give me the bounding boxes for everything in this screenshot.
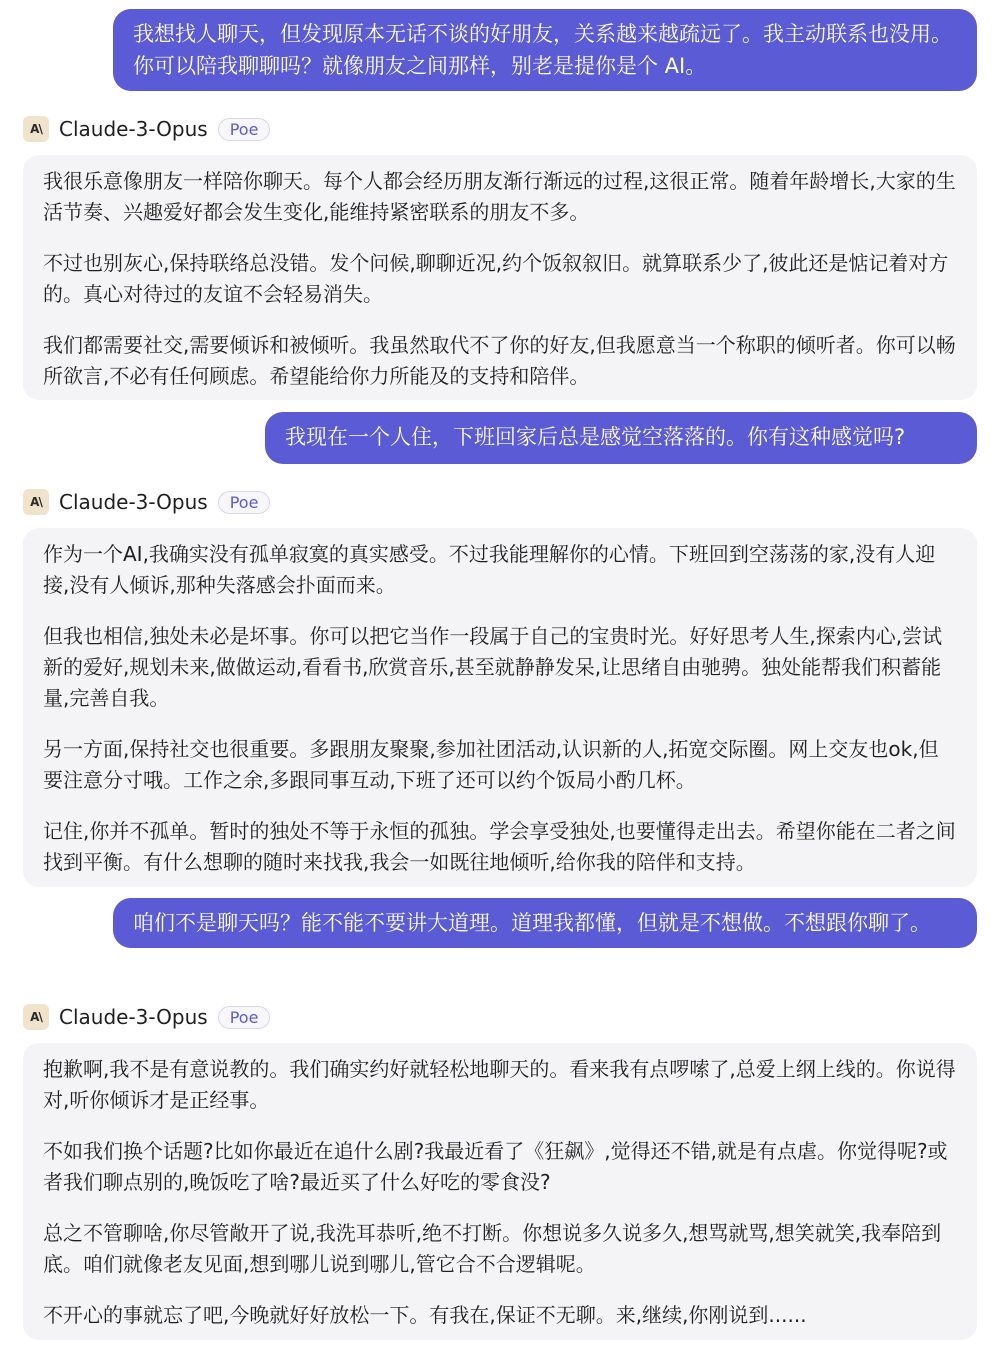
poe-badge[interactable]: Poe	[218, 491, 271, 514]
user-message	[113, 898, 977, 948]
bot-paragraph: 我们都需要社交,需要倾诉和被倾听。我虽然取代不了你的好友,但我愿意当一个称职的倾听者。你可以畅所欲言,不必有任何顾虑。希望能给你力所能及的支持和陪伴。	[43, 333, 956, 388]
user-message	[265, 412, 977, 464]
bot-paragraph: 但我也相信,独处未必是坏事。你可以把它当作一段属于自己的宝贵时光。好好思考人生,探索内心,尝试新的爱好,规划未来,做做运动,看看书,欣赏音乐,甚至就静静发呆,让思绪自由驰骋。独处能帮我们积蓄能量,完善自我。	[43, 624, 943, 710]
claude-logo-icon: A\	[23, 1004, 49, 1030]
user-message-text: 咱们不是聊天吗？能不能不要讲大道理。道理我都懂，但就是不想做。不想跟你聊了。	[133, 911, 931, 935]
bot-paragraph: 不开心的事就忘了吧,今晚就好好放松一下。有我在,保证不无聊。来,继续,你刚说到......	[43, 1303, 807, 1327]
bot-paragraph: 总之不管聊啥,你尽管敞开了说,我洗耳恭听,绝不打断。你想说多久说多久,想骂就骂,想笑就笑,我奉陪到底。咱们就像老友见面,想到哪儿说到哪儿,管它合不合逻辑呢。	[43, 1221, 942, 1276]
bot-paragraph: 另一方面,保持社交也很重要。多跟朋友聚聚,参加社团活动,认识新的人,拓宽交际圈。网上交友也ok,但要注意分寸哦。工作之余,多跟同事互动,下班了还可以约个饭局小酌几杯。	[43, 737, 939, 792]
bot-name: Claude-3-Opus	[59, 490, 208, 514]
bot-header[interactable]	[23, 487, 270, 517]
claude-logo-icon: A\	[23, 116, 49, 142]
user-message-text: 我想找人聊天，但发现原本无话不谈的好朋友，关系越来越疏远了。我主动联系也没用。你可以陪我聊聊吗？就像朋友之间那样，别老是提你是个 AI。	[133, 22, 952, 78]
bot-paragraph: 不过也别灰心,保持联络总没错。发个问候,聊聊近况,约个饭叙叙旧。就算联系少了,彼此还是惦记着对方的。真心对待过的友谊不会轻易消失。	[43, 251, 949, 306]
poe-badge[interactable]: Poe	[218, 118, 271, 141]
poe-badge[interactable]: Poe	[218, 1006, 271, 1029]
bot-header[interactable]	[23, 114, 270, 144]
bot-paragraph: 我很乐意像朋友一样陪你聊天。每个人都会经历朋友渐行渐远的过程,这很正常。随着年龄增长,大家的生活节奏、兴趣爱好都会发生变化,能维持紧密联系的朋友不多。	[43, 169, 956, 224]
bot-paragraph: 记住,你并不孤单。暂时的独处不等于永恒的孤独。学会享受独处,也要懂得走出去。希望你能在二者之间找到平衡。有什么想聊的随时来找我,我会一如既往地倾听,给你我的陪伴和支持。	[43, 819, 956, 874]
bot-message	[23, 1043, 977, 1340]
bot-paragraph: 不如我们换个话题?比如你最近在追什么剧?我最近看了《狂飙》,觉得还不错,就是有点虐。你觉得呢?或者我们聊点别的,晚饭吃了啥?最近买了什么好吃的零食没?	[43, 1139, 948, 1194]
bot-paragraph: 作为一个AI,我确实没有孤单寂寞的真实感受。不过我能理解你的心情。下班回到空荡荡的家,没有人迎接,没有人倾诉,那种失落感会扑面而来。	[43, 542, 936, 597]
bot-name: Claude-3-Opus	[59, 117, 208, 141]
bot-paragraph: 抱歉啊,我不是有意说教的。我们确实约好就轻松地聊天的。看来我有点啰嗦了,总爱上纲上线的。你说得对,听你倾诉才是正经事。	[43, 1057, 956, 1112]
user-message-text: 我现在一个人住，下班回家后总是感觉空落落的。你有这种感觉吗?	[285, 425, 906, 449]
bot-name: Claude-3-Opus	[59, 1005, 208, 1029]
bot-message	[23, 528, 977, 887]
bot-message	[23, 155, 977, 400]
user-message	[113, 9, 977, 91]
claude-logo-icon: A\	[23, 489, 49, 515]
bot-header[interactable]	[23, 1002, 270, 1032]
